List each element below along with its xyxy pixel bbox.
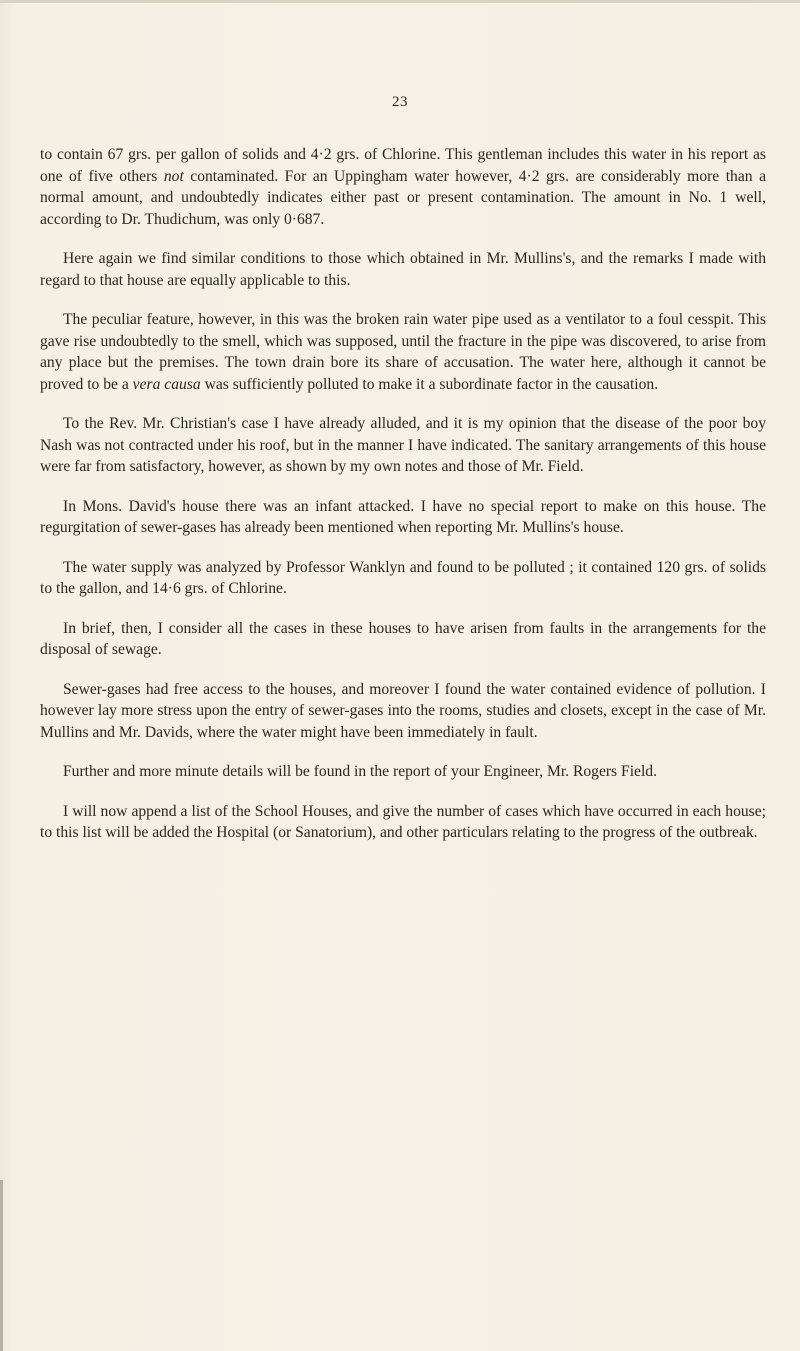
paragraph — [40, 557, 766, 600]
paragraph — [40, 413, 766, 478]
paragraph-text: to contain 67 grs. per gallon of solids and 4·2 grs. of Chlorine. This gentleman includes this water in his report as one of five others — [40, 146, 766, 185]
paragraph-text: The water supply was analyzed by Professor Wanklyn and found to be polluted ; it contained 120 grs. of solids to the gallon, and 14·6 grs. of Chlorine. — [40, 558, 766, 597]
page-top-edge — [0, 0, 800, 3]
paragraph-text: contaminated. For an Uppingham water however, 4·2 grs. are considerably more than a normal amount, and undoubtedly indicates either past or present contamination. The amount in No. 1 well, according to Dr. Thudichum, was only 0·687. — [40, 167, 766, 228]
paragraph — [40, 761, 766, 783]
italic-text: not — [163, 167, 184, 185]
binding-shadow — [0, 1180, 3, 1351]
paragraph-text: The peculiar feature, however, in this was the broken rain water pipe used as a ventilator to a foul cesspit. This gave rise undoubtedly to the smell, which was supposed, until the fracture in the pipe was discovered, to arise from any place but the premises. The town drain bore its share of accusation. The water here, although it cannot be proved to be a — [40, 311, 766, 393]
paragraph-text: I will now append a list of the School Houses, and give the number of cases which have occurred in each house; to this list will be added the Hospital (or Sanatorium), and other particulars relating to the progress of the outbreak. — [40, 802, 766, 841]
body-text — [40, 144, 766, 862]
paragraph-text: Further and more minute details will be found in the report of your Engineer, Mr. Rogers Field. — [63, 763, 657, 780]
paragraph — [40, 248, 766, 291]
paragraph-text: To the Rev. Mr. Christian's case I have already alluded, and it is my opinion that the disease of the poor boy Nash was not contracted under his roof, but in the manner I have indicated. The sanitary arrangements of this house were far from satisfactory, however, as shown by my own notes and those of Mr. Field. — [40, 415, 766, 475]
paragraph-text: In brief, then, I consider all the cases in these houses to have arisen from faults in the arrangements for the disposal of sewage. — [40, 619, 766, 658]
paragraph-text: In Mons. David's house there was an infant attacked. I have no special report to make on this house. The regurgitation of sewer-gases has already been mentioned when reporting Mr. Mullins's house. — [40, 497, 766, 536]
paragraph — [40, 144, 766, 230]
page-number: 23 — [392, 94, 408, 110]
paragraph-text: Sewer-gases had free access to the houses, and moreover I found the water contained evidence of pollution. I however lay more stress upon the entry of sewer-gases into the rooms, studies and closets, except in the case of Mr. Mullins and Mr. Davids, where the water might have been immediately in fault. — [40, 680, 766, 741]
paragraph — [40, 309, 766, 395]
paragraph — [40, 801, 766, 844]
italic-text: vera causa — [132, 375, 201, 393]
paragraph — [40, 679, 766, 744]
paragraph — [40, 496, 766, 539]
paragraph-text: was sufficiently polluted to make it a subordinate factor in the causation. — [200, 375, 659, 393]
paragraph — [40, 618, 766, 661]
paragraph-text: Here again we find similar conditions to those which obtained in Mr. Mullins's, and the remarks I made with regard to that house are equally applicable to this. — [40, 250, 766, 289]
